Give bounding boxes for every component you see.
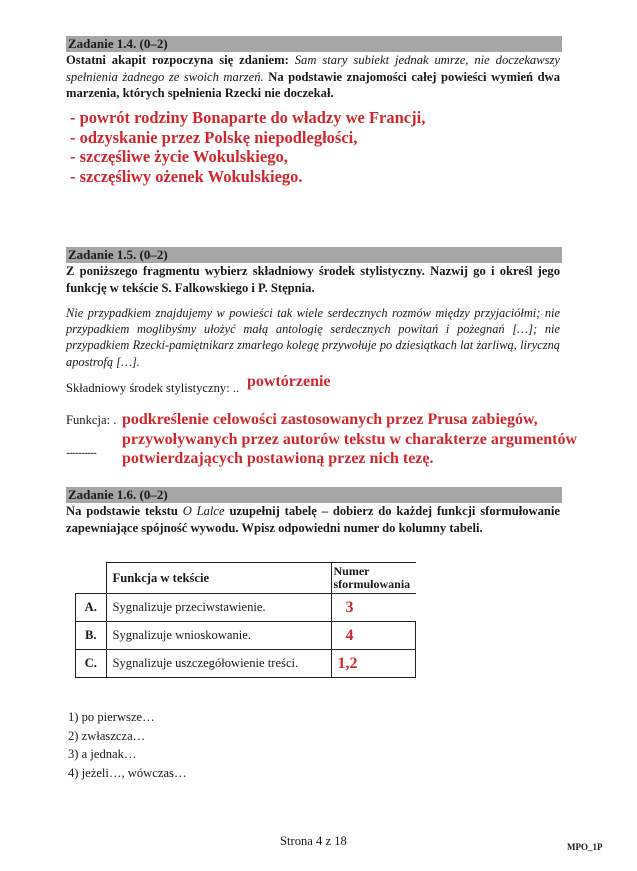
table-row bbox=[76, 622, 416, 650]
row-letter: C. bbox=[76, 650, 107, 678]
answer-line: - szczęśliwe życie Wokulskiego, bbox=[70, 147, 288, 166]
table-header-row bbox=[76, 563, 416, 594]
row-letter: B. bbox=[76, 622, 107, 650]
book-title: O Lalce bbox=[182, 504, 225, 518]
answer-table bbox=[75, 562, 416, 678]
task-1-4-header: Zadanie 1.4. (0–2) bbox=[66, 36, 562, 52]
device-label: Składniowy środek stylistyczny: .. bbox=[66, 381, 240, 395]
answer-line: potwierdzających postawioną przez nich tezę. bbox=[122, 450, 434, 467]
instruction-text: uzupełnij tabelę – dobierz do każdej funkcji sformułowanie zapewniające spójność wywodu. Wpisz odpowiedni numer do kolumny tabeli. bbox=[66, 504, 560, 535]
header-function: Funkcja w tekście bbox=[106, 563, 331, 594]
answer-line: przywoływanych przez autorów tekstu w charakterze argumentów bbox=[122, 430, 578, 448]
device-row bbox=[66, 381, 239, 396]
option-item: 3) a jednak… bbox=[68, 747, 137, 762]
row-function: Sygnalizuje przeciwstawienie. bbox=[106, 594, 331, 622]
option-item: 2) zwłaszcza… bbox=[68, 728, 146, 743]
row-letter: A. bbox=[76, 594, 107, 622]
instruction-text: Na podstawie tekstu bbox=[66, 504, 183, 518]
instruction-quote: Sam stary subiekt jednak umrze, nie doczekawszy spełnienia żadnego ze swoich marzeń. bbox=[66, 53, 560, 84]
task-1-5-quote: Nie przypadkiem znajdujemy w powieści tak wiele serdecznych rozmów między przyjaciółmi; nie przypadkiem moglibyśmy ułożyć małą antologię serdecznych powitań i pożegnań […]; nie przypadkiem Rzecki-pamiętnikarz zmarłego kolegę przywołuje po dziesiątkach lat żarliwą, liryczną apostrofą […]. bbox=[66, 306, 560, 369]
table-row bbox=[76, 650, 416, 678]
answer-line: - powrót rodziny Bonaparte do władzy we Francji, bbox=[70, 108, 426, 127]
header-number: Numer sformułowania bbox=[331, 563, 416, 594]
option-item: 1) po pierwsze… bbox=[68, 710, 155, 724]
row-function: Sygnalizuje wnioskowanie. bbox=[106, 622, 331, 650]
row-answer[interactable]: 3 bbox=[331, 594, 416, 622]
instruction-text: Ostatni akapit rozpoczyna się zdaniem: bbox=[66, 53, 295, 67]
instruction-text: Na podstawie znajomości całej powieści wymień dwa marzenia, których spełnienia Rzecki nie doczekał. bbox=[66, 69, 560, 100]
answer-line: podkreślenie celowości zastosowanych przez Prusa zabiegów, bbox=[122, 411, 538, 428]
task-1-6-header: Zadanie 1.6. (0–2) bbox=[66, 487, 562, 503]
task-1-6-instruction bbox=[66, 503, 560, 536]
phrase-options bbox=[68, 708, 187, 782]
device-answer: powtórzenie bbox=[247, 373, 331, 390]
task-1-4-answers bbox=[70, 108, 425, 186]
answer-line: - szczęśliwy ożenek Wokulskiego. bbox=[70, 166, 303, 186]
function-answer bbox=[122, 410, 577, 469]
task-1-4-instruction bbox=[66, 52, 560, 102]
row-answer[interactable]: 4 bbox=[331, 622, 416, 650]
table-row bbox=[76, 594, 416, 622]
function-label: Funkcja: . bbox=[66, 413, 117, 427]
task-1-5-header: Zadanie 1.5. (0–2) bbox=[66, 247, 562, 263]
row-answer[interactable]: 1,2 bbox=[331, 650, 416, 678]
function-dots: .................... bbox=[66, 446, 96, 457]
task-1-5-instruction: Z poniższego fragmentu wybierz składniowy środek stylistyczny. Nazwij go i określ jego funkcję w tekście S. Falkowskiego i P. Stępnia. bbox=[66, 264, 560, 295]
option-item: 4) jeżeli…, wówczas… bbox=[68, 765, 187, 780]
row-function: Sygnalizuje uszczegółowienie treści. bbox=[106, 650, 331, 678]
exam-code: MPO_1P bbox=[567, 842, 603, 852]
page-number: Strona 4 z 18 bbox=[280, 834, 347, 848]
answer-line: - odzyskanie przez Polskę niepodległości, bbox=[70, 127, 358, 147]
table-corner bbox=[76, 563, 107, 594]
